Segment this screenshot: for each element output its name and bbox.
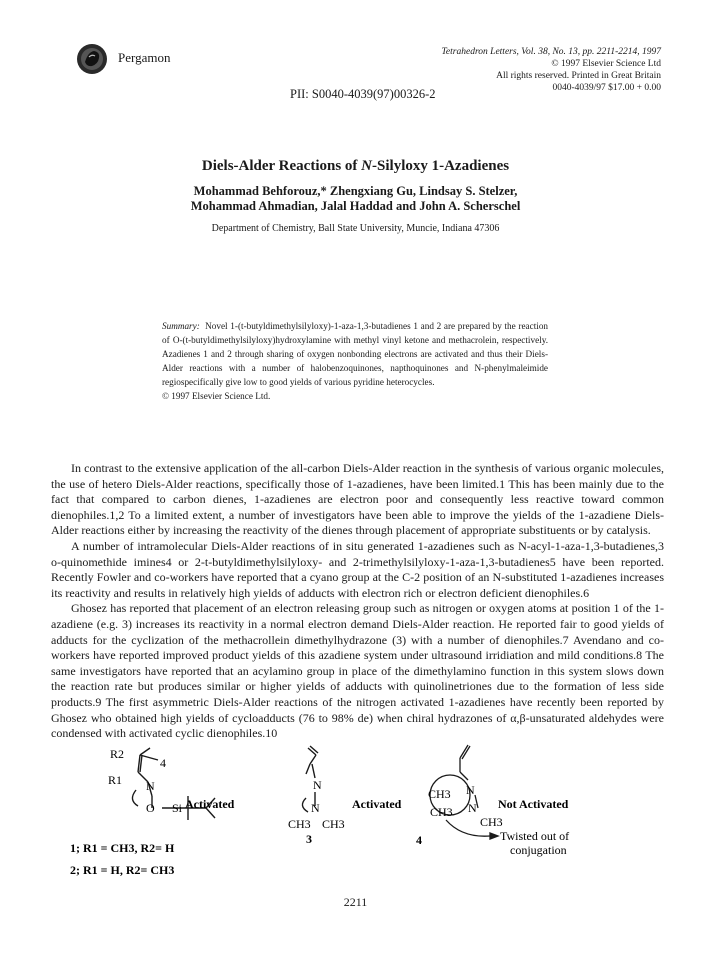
- position-4-label: 4: [160, 756, 166, 770]
- price-code: 0040-4039/97 $17.00 + 0.00: [552, 83, 661, 93]
- azadiene-structures-figure: [70, 740, 590, 890]
- activated-label-1: Activated: [185, 797, 235, 811]
- authors-line-1: Mohammad Behforouz,* Zhengxiang Gu, Lindsay S. Stelzer,: [193, 184, 518, 198]
- paragraph: In contrast to the extensive application of the all-carbon Diels-Alder reaction in the synthesis of various organic molecules, the use of hetero Diels-Alder reactions, specifically those of 1-azadienes, have been limited.1 This has been mainly due to the fact that compared to carbon dienes, 1-azadienes are electron poor and consequently less reactive toward common dienophiles.1,2 To a limited extent, a number of investigators have been able to improve the yields of the 1-azadiene Diels-Alder reactions either by increasing the reactivity of the dienes through placement of appropriate substituents or by catalysis.: [51, 461, 664, 538]
- affiliation: Department of Chemistry, Ball State University, Muncie, Indiana 47306: [211, 223, 500, 234]
- n-atom-label: N: [466, 783, 475, 797]
- n-atom-label: N: [313, 778, 322, 792]
- twisted-note-line-2: conjugation: [510, 843, 567, 857]
- n-atom-label: N: [146, 779, 155, 793]
- n-atom-label: N: [311, 801, 320, 815]
- authors-line-2: Mohammad Ahmadian, Jalal Haddad and John A. Scherschel: [190, 199, 521, 213]
- o-atom-label: O: [146, 801, 155, 815]
- pergamon-logo-icon: [76, 43, 108, 75]
- body-text: [51, 461, 664, 742]
- ch3-label: CH3: [288, 817, 311, 831]
- page-number: 2211: [343, 895, 368, 909]
- compound-1-caption: 1; R1 = CH3, R2= H: [70, 841, 175, 855]
- journal-info: [442, 46, 661, 94]
- ch3-label: CH3: [428, 787, 451, 801]
- not-activated-label: Not Activated: [498, 797, 569, 811]
- author-list: [0, 184, 711, 214]
- twisted-note-line-1: Twisted out of: [500, 829, 570, 843]
- ch3-label: CH3: [322, 817, 345, 831]
- ch3-label: CH3: [480, 815, 503, 829]
- compound-2-caption: 2; R1 = H, R2= CH3: [70, 863, 175, 877]
- summary-label: Summary:: [162, 321, 200, 331]
- pii-identifier: PII: S0040-4039(97)00326-2: [290, 87, 436, 101]
- ch3-label: CH3: [430, 805, 453, 819]
- rights-line: All rights reserved. Printed in Great Britain: [496, 71, 661, 81]
- r1-label: R1: [108, 773, 123, 787]
- publisher-name: Pergamon: [118, 50, 171, 65]
- n-atom-label: N: [468, 801, 477, 815]
- journal-citation: Tetrahedron Letters, Vol. 38, No. 13, pp. 2211-2214, 1997: [441, 47, 661, 57]
- summary-block: [162, 320, 548, 403]
- compound-3-caption: 3: [306, 832, 312, 846]
- summary-text: Novel 1-(t-butyldimethylsilyloxy)-1-aza-1,3-butadienes 1 and 2 are prepared by the reaction of O-(t-butyldimethylsilyloxy)hydroxylamine with methyl vinyl ketone and methacrolein, respectively. Azadienes 1 and 2 through sharing of oxygen nonbonding electrons are activated and thus their Diels-Alder reactions with a number of halobenzoquinones, napthoquinones and N-phenylmaleimide regiospecifically give low to good yields of various pyridine heterocycles.: [162, 321, 549, 387]
- summary-copyright: © 1997 Elsevier Science Ltd.: [162, 390, 271, 401]
- paragraph: Ghosez has reported that placement of an electron releasing group such as nitrogen or oxygen atoms at position 1 of the 1-azadiene (e.g. 3) increases its reactivity in a normal electron demand Diels-Alder reaction. He reported fair to good yields of adducts for the cyclization of the methacrollein dimethylhydrazone (3) with a number of dienophiles.7 Avendano and co-workers have reported improved product yields of this azadiene system under ultrasound irridiation and mild conditions.8 The same investigators have reported that an acylamino group in place of the dimethylamino function in this system slows down the reaction rate but produces similar or higher yields of adducts with quinolinetriones due to the formation of less side products.9 The first asymmetric Diels-Alder reactions of the nitrogen activated 1-azadienes have recently been reported by Ghosez who obtained high yields of cycloadducts (76 to 98% de) when chiral hydrazones of α,β-unsaturated aldehydes were condensed with activated cyclic dienophiles.10: [51, 601, 664, 741]
- activated-label-2: Activated: [352, 797, 402, 811]
- article-title: Diels-Alder Reactions of N-Silyloxy 1-Azadienes: [201, 158, 510, 174]
- r2-label: R2: [110, 747, 125, 761]
- si-atom-label: Si: [172, 801, 183, 815]
- copyright-line: © 1997 Elsevier Science Ltd: [551, 59, 661, 69]
- paragraph: A number of intramolecular Diels-Alder reactions of in situ generated 1-azadienes such as N-acyl-1-aza-1,3-butadienes,3 o-quinomethide imines4 or 2-t-butyldimethylsilyloxy- and 2-trimethylsilyloxy-1-aza-1,3-butadienes5 have been reported. Recently Fowler and co-workers have reported that a cyano group at the C-2 position of an N-substituted 1-azadienes increases its reactivity and results in relatively high yields of adducts with electron rich or electron deficient dienophiles.6: [51, 538, 664, 600]
- compound-4-caption: 4: [416, 833, 422, 847]
